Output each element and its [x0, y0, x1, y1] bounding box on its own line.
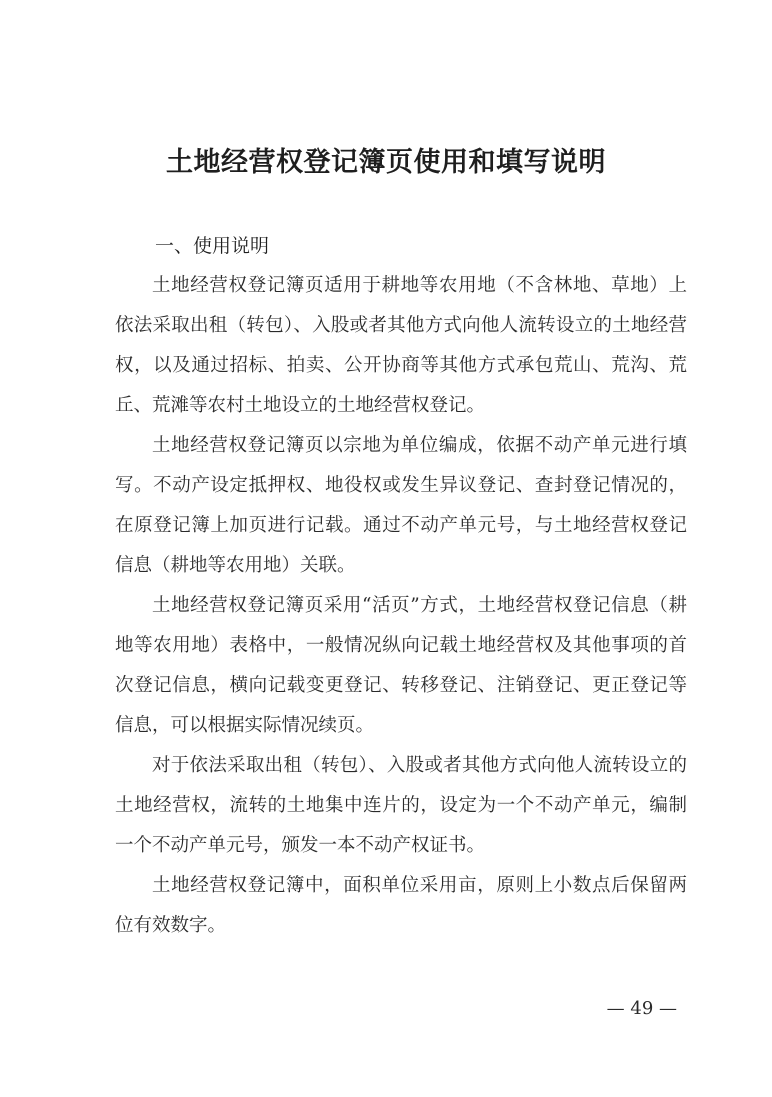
- page-number: — 49 —: [606, 998, 677, 1019]
- paragraph: 土地经营权登记簿页适用于耕地等农用地（不含林地、草地）上依法采取出租（转包）、入股或者其他方式向他人流转设立的土地经营权，以及通过招标、拍卖、公开协商等其他方式承包荒山、荒沟、荒丘、荒滩等农村土地设立的土地经营权登记。: [115, 275, 687, 416]
- paragraph: 土地经营权登记簿页采用“活页”方式，土地经营权登记信息（耕地等农用地）表格中，一般情况纵向记载土地经营权及其他事项的首次登记信息，横向记载变更登记、转移登记、注销登记、更正登记等信息，可以根据实际情况续页。: [115, 595, 687, 736]
- paragraph: 对于依法采取出租（转包）、入股或者其他方式向他人流转设立的土地经营权，流转的土地集中连片的，设定为一个不动产单元，编制一个不动产单元号，颁发一本不动产权证书。: [115, 755, 687, 856]
- paragraph: 土地经营权登记簿中，面积单位采用亩，原则上小数点后保留两位有效数字。: [115, 875, 687, 936]
- body-text: [115, 266, 687, 946]
- section-heading: 一、使用说明: [155, 235, 270, 257]
- document-title: 土地经营权登记簿页使用和填写说明: [166, 147, 606, 178]
- paragraph: 土地经营权登记簿页以宗地为单位编成，依据不动产单元进行填写。不动产设定抵押权、地役权或发生异议登记、查封登记情况的，在原登记簿上加页进行记载。通过不动产单元号，与土地经营权登记信息（耕地等农用地）关联。: [115, 435, 687, 576]
